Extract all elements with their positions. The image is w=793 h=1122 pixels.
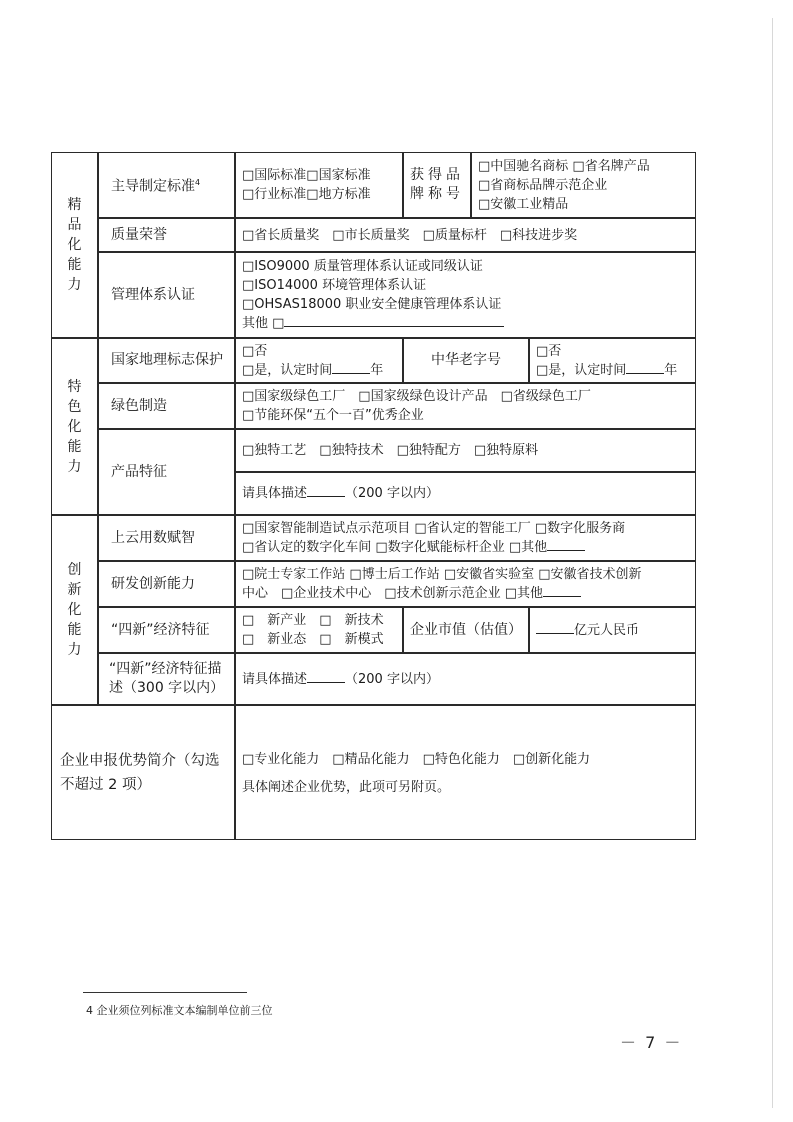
footnote: 4 企业须位列标准文本编制单位前三位 — [86, 1004, 273, 1017]
yanfa-line1[interactable]: □院士专家工作站 □博士后工作站 □安徽省实验室 □安徽省技术创新 — [242, 567, 642, 582]
brand-options — [471, 152, 696, 218]
shizhi-value-blank[interactable] — [536, 621, 574, 634]
yanfa-options — [235, 561, 696, 607]
label-shizhi-text: 企业市值（估值） — [410, 621, 522, 638]
label-lvse-text: 绿色制造 — [111, 397, 167, 414]
sixin-desc-blank[interactable] — [307, 670, 345, 683]
label-zhudao — [98, 152, 235, 218]
label-chanpin — [98, 429, 235, 515]
guanli-line4[interactable]: 其他 □ — [242, 316, 285, 331]
zhudao-opts-line2[interactable]: □行业标准□地方标准 — [242, 187, 371, 202]
label-zhiliang — [98, 218, 235, 252]
chanpin-desc — [235, 472, 696, 515]
label-youshi-line1: 企业申报优势简介（勾选 — [60, 752, 220, 769]
dili-yes[interactable]: □是，认定时间 — [242, 362, 333, 378]
lvse-options — [235, 383, 696, 429]
chanpin-desc-blank[interactable] — [307, 484, 345, 497]
shangyun-options — [235, 515, 696, 561]
shangyun-line2[interactable]: □省认定的数字化车间 □数字化赋能标杆企业 □其他 — [242, 540, 548, 555]
page-number: － 7 － — [620, 1033, 683, 1052]
label-youshi-line2: 不超过 2 项） — [60, 776, 151, 793]
laozihao-year-blank[interactable] — [626, 361, 664, 374]
sixin-desc-prompt: 请具体描述 — [242, 671, 308, 687]
sixin-desc-limit: （200 字以内） — [345, 671, 439, 687]
youshi-options[interactable]: □专业化能力 □精品化能力 □特色化能力 □创新化能力 — [242, 751, 591, 767]
zhiliang-options — [235, 218, 696, 252]
zhudao-options — [235, 152, 403, 218]
category-jingpin-label: 精品化能力 — [67, 197, 82, 293]
chanpin-line1[interactable]: □独特工艺 □独特技术 □独特配方 □独特原料 — [242, 443, 539, 458]
lvse-line1[interactable]: □国家级绿色工厂 □国家级绿色设计产品 □省级绿色工厂 — [242, 389, 591, 404]
guanli-options — [235, 252, 696, 338]
laozihao-options — [529, 338, 696, 383]
label-sixin-desc-line2: 述（300 字以内） — [109, 680, 225, 696]
zhiliang-opts[interactable]: □省长质量奖 □市长质量奖 □质量标杆 □科技进步奖 — [242, 227, 578, 243]
label-dili — [98, 338, 235, 383]
sixin-desc — [235, 653, 696, 705]
shizhi-value — [529, 607, 696, 653]
footnote-rule — [83, 992, 247, 993]
label-brand — [403, 152, 471, 218]
label-chanpin-text: 产品特征 — [111, 463, 167, 480]
label-zhiliang-text: 质量荣誉 — [111, 226, 167, 243]
yanfa-other-blank[interactable] — [543, 584, 581, 597]
zhudao-opts-line1[interactable]: □国际标准□国家标准 — [242, 168, 371, 183]
yanfa-line2[interactable]: 中心 □企业技术中心 □技术创新示范企业 □其他 — [242, 586, 543, 601]
page-edge-line — [772, 18, 773, 1108]
sixin-line1[interactable]: □ 新产业 □ 新技术 — [242, 613, 384, 628]
laozihao-year-unit: 年 — [664, 362, 678, 378]
lvse-line2[interactable]: □节能环保“五个一百”优秀企业 — [242, 408, 424, 423]
chanpin-desc-limit: （200 字以内） — [345, 486, 439, 501]
label-dili-text: 国家地理标志保护 — [111, 352, 223, 368]
label-guanli — [98, 252, 235, 338]
label-sixin-desc-line1: “四新”经济特征描 — [109, 661, 222, 677]
dili-year-blank[interactable] — [332, 361, 370, 374]
brand-line2[interactable]: □省商标品牌示范企业 — [478, 177, 608, 193]
sixin-options — [235, 607, 403, 653]
label-shangyun-text: 上云用数赋智 — [111, 529, 195, 546]
laozihao-no[interactable]: □否 — [536, 343, 562, 359]
guanli-other-blank[interactable] — [284, 314, 504, 327]
shizhi-unit: 亿元人民币 — [574, 622, 640, 638]
guanli-line2[interactable]: □ISO14000 环境管理体系认证 — [242, 278, 427, 293]
brand-line3[interactable]: □安徽工业精品 — [478, 196, 569, 212]
label-laozihao-text: 中华老字号 — [431, 352, 501, 368]
laozihao-yes[interactable]: □是，认定时间 — [536, 362, 627, 378]
youshi-note: 具体阐述企业优势，此项可另附页。 — [242, 779, 451, 795]
category-chuangxin-label: 创新化能力 — [67, 562, 82, 658]
sixin-line2[interactable]: □ 新业态 □ 新模式 — [242, 632, 384, 647]
category-jingpin — [51, 152, 98, 338]
label-zhudao-text: 主导制定标准 — [111, 178, 195, 195]
label-yanfa-text: 研发创新能力 — [111, 575, 195, 592]
label-lvse — [98, 383, 235, 429]
dili-year-unit: 年 — [370, 362, 384, 378]
dili-no[interactable]: □否 — [242, 343, 268, 359]
label-youshi — [51, 705, 235, 840]
category-tese — [51, 338, 98, 515]
label-brand-text: 获得品牌称号 — [410, 167, 464, 202]
brand-line1[interactable]: □中国驰名商标 □省名牌产品 — [478, 158, 650, 174]
chanpin-desc-prompt: 请具体描述 — [242, 486, 308, 501]
dili-options — [235, 338, 403, 383]
label-sixin-text: “四新”经济特征 — [111, 621, 210, 638]
category-chuangxin — [51, 515, 98, 705]
label-sixin — [98, 607, 235, 653]
youshi-content — [235, 705, 696, 840]
category-tese-label: 特色化能力 — [67, 378, 82, 475]
guanli-line3[interactable]: □OHSAS18000 职业安全健康管理体系认证 — [242, 297, 502, 312]
footnote-ref: 4 — [195, 178, 201, 188]
label-yanfa — [98, 561, 235, 607]
label-guanli-text: 管理体系认证 — [111, 286, 195, 303]
shangyun-line1[interactable]: □国家智能制造试点示范项目 □省认定的智能工厂 □数字化服务商 — [242, 521, 626, 536]
label-laozihao — [403, 338, 529, 383]
label-shangyun — [98, 515, 235, 561]
chanpin-options — [235, 429, 696, 472]
application-form-table — [51, 152, 696, 840]
label-sixin-desc — [98, 653, 235, 705]
shangyun-other-blank[interactable] — [547, 538, 585, 551]
guanli-line1[interactable]: □ISO9000 质量管理体系认证或同级认证 — [242, 259, 483, 274]
label-shizhi — [403, 607, 529, 653]
